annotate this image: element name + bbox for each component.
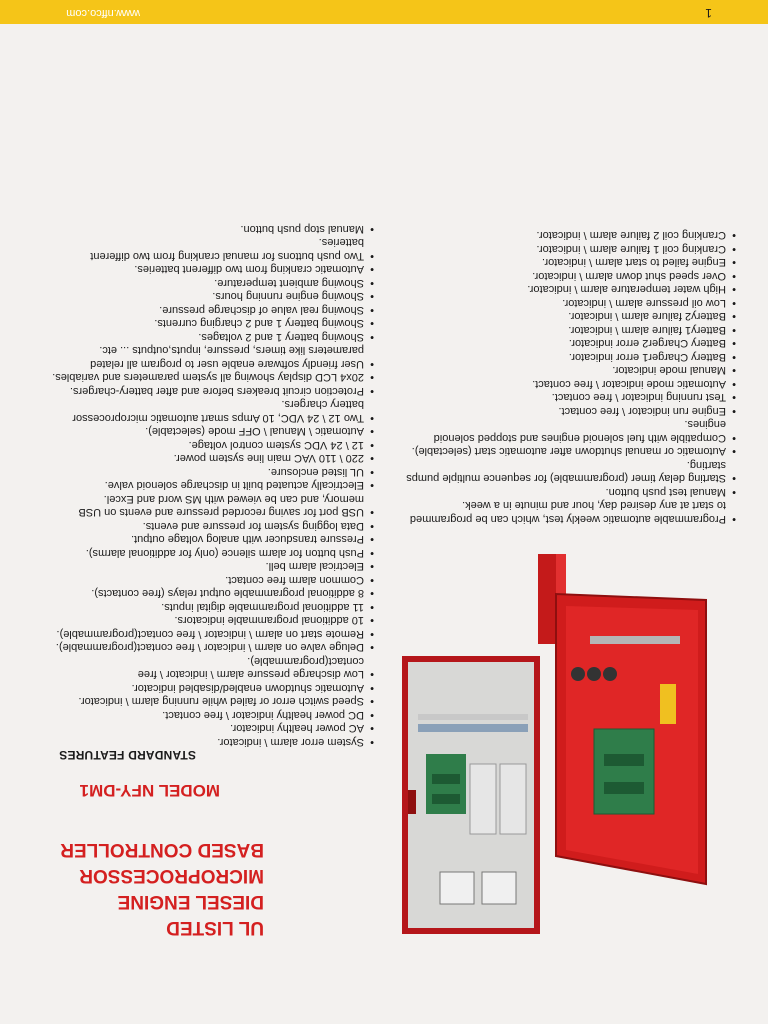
feature-item: • Low discharge pressure alarm \ indicator \ free contact(programmable). xyxy=(44,654,374,681)
controller-cabinet-photo xyxy=(396,554,716,944)
feature-item: • DC power healthy indicator \ free contact. xyxy=(44,708,374,722)
feature-item: • Manual mode indicator. xyxy=(406,363,736,377)
feature-item: • Test running indicator \ free contact. xyxy=(406,390,736,404)
feature-item: • Pressure transducer with analog voltage output. xyxy=(44,532,374,546)
feature-item: • Automatic shutdown enabled/disabled indicator. xyxy=(44,681,374,695)
standard-features-heading: STANDARD FEATURES xyxy=(59,748,196,762)
feature-item: • Programmable automatic weekly test, which can be programmed to start at any desired day, hour and minute in a week. xyxy=(406,498,736,525)
feature-item: • 11 additional programmable digital inputs. xyxy=(44,600,374,614)
feature-item: • Automatic or manual shutdown after automatic start (selectable). xyxy=(406,444,736,458)
feature-item: • Engine failed to start alarm \ indicator. xyxy=(406,255,736,269)
features-list-left xyxy=(44,222,374,749)
feature-item: • 220 \ 110 VAC main line system power. xyxy=(44,451,374,465)
feature-item: • User friendly software enable user to program all related parameters like timers, pressure, inputs,outputs ... etc. xyxy=(44,343,374,370)
footer-band xyxy=(0,0,768,24)
board-chip xyxy=(604,782,644,794)
feature-item: • Automatic \ Manual \ OFF mode (selectable). xyxy=(44,424,374,438)
door-label-plate xyxy=(660,684,676,724)
feature-item: • Battery2 failure alarm \ indicator. xyxy=(406,309,736,323)
feature-item: • Showing ambient temperature. xyxy=(44,276,374,290)
features-list-right xyxy=(406,228,736,525)
feature-item: • 20x4 LCD display showing all system parameters and variables. xyxy=(44,370,374,384)
feature-item: • Two push buttons for manual cranking from two different batteries. xyxy=(44,235,374,262)
feature-item: • Battery1 failure alarm \ indicator. xyxy=(406,323,736,337)
feature-item: • Manual stop push button. xyxy=(44,222,374,236)
door-cable-bundle xyxy=(590,636,680,644)
feature-item: • Over speed shut down alarm \ indicator. xyxy=(406,269,736,283)
transformer xyxy=(482,872,516,904)
feature-item: • System error alarm \ indicator. xyxy=(44,735,374,749)
door-handle xyxy=(408,790,416,814)
feature-item: • Push button for alarm silence (only for additional alarms). xyxy=(44,546,374,560)
feature-item: • Two 12 \ 24 VDC, 10 Amps smart automatic microprocessor battery chargers. xyxy=(44,397,374,424)
feature-item: • High water temperature alarm \ indicator. xyxy=(406,282,736,296)
feature-item: • Battery Charger1 error indicator. xyxy=(406,350,736,364)
feature-item: • 8 additional programmable output relays (free contacts). xyxy=(44,586,374,600)
terminal-strip xyxy=(418,724,528,732)
page-number: 1 xyxy=(705,6,712,20)
feature-item: • Engine run indicator \ free contact. xyxy=(406,404,736,418)
transformer xyxy=(440,872,474,904)
product-title xyxy=(24,836,264,940)
feature-item: • Battery Charger2 error indicator. xyxy=(406,336,736,350)
feature-item: • Remote start on alarm \ indicator \ free contact(programmable). xyxy=(44,627,374,641)
feature-item: • UL listed enclosure. xyxy=(44,465,374,479)
door-switch xyxy=(571,667,585,681)
terminal-strip xyxy=(418,714,528,720)
feature-item: • Cranking coil 1 failure alarm \ indicator. xyxy=(406,242,736,256)
breaker xyxy=(470,764,496,834)
door-switch xyxy=(587,667,601,681)
board-chip xyxy=(432,794,460,804)
feature-item: • Starting delay timer (programmable) for sequence multiple pumps starting. xyxy=(406,458,736,485)
model-number: MODEL NFY-DM1 xyxy=(79,781,220,800)
feature-item: • Manual test push button. xyxy=(406,485,736,499)
feature-item: • Compatible with fuel solenoid engines and stopped solenoid engines. xyxy=(406,417,736,444)
feature-item: • USB port for saving recorded pressure and events on USB memory, and can be viewed with MS word and Excel. xyxy=(44,492,374,519)
title-line: BASED CONTROLLER xyxy=(60,839,264,860)
feature-item: • Showing real value of discharge pressure. xyxy=(44,303,374,317)
title-line: DIESEL ENGINE xyxy=(117,891,264,912)
feature-item: • 10 additional programmable indicators. xyxy=(44,613,374,627)
feature-item: • 12 \ 24 VDC system control voltage. xyxy=(44,438,374,452)
breaker xyxy=(500,764,526,834)
feature-item: • Showing battery 1 and 2 charging currents. xyxy=(44,316,374,330)
board-chip xyxy=(432,774,460,784)
feature-item: • Electrically actuated built in discharge solenoid valve. xyxy=(44,478,374,492)
door-switch xyxy=(603,667,617,681)
feature-item: • Common alarm free contact. xyxy=(44,573,374,587)
feature-item: • Deluge valve on alarm \ indicator \ free contact(programmable). xyxy=(44,640,374,654)
feature-item: • Electrical alarm bell. xyxy=(44,559,374,573)
feature-item: • Automatic mode indicator \ free contact. xyxy=(406,377,736,391)
feature-item: • AC power healthy indicator. xyxy=(44,721,374,735)
feature-item: • Cranking coil 2 failure alarm \ indicator. xyxy=(406,228,736,242)
feature-item: • Speed switch error or failed while running alarm \ indicator. xyxy=(44,694,374,708)
board-chip xyxy=(604,754,644,766)
feature-item: • Protection circuit breakers before and after battery-chargers. xyxy=(44,384,374,398)
door-circuit-board xyxy=(594,729,654,814)
feature-item: • Data logging system for pressure and events. xyxy=(44,519,374,533)
title-line: UL LISTED xyxy=(166,917,264,938)
title-line: MICROPROCESSOR xyxy=(79,865,264,886)
website-url[interactable]: www.nffco.com xyxy=(66,7,140,19)
feature-item: • Showing battery 1 and 2 voltages. xyxy=(44,330,374,344)
feature-item: • Showing engine running hours. xyxy=(44,289,374,303)
feature-item: • Low oil pressure alarm \ indicator. xyxy=(406,296,736,310)
feature-item: • Automatic cranking from two different batteries. xyxy=(44,262,374,276)
